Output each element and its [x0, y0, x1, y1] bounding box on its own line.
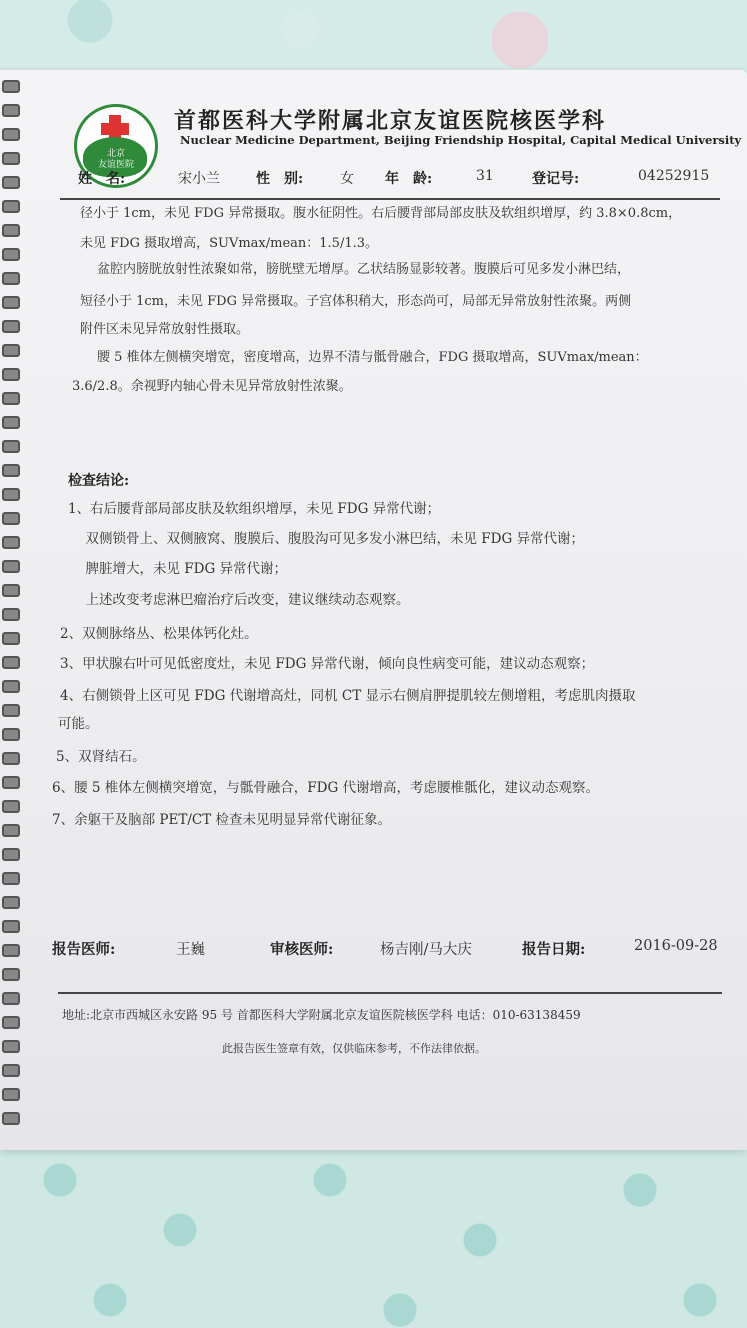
binding-ring — [2, 944, 20, 957]
department-title-en: Nuclear Medicine Department, Beijing Friendship Hospital, Capital Medical University — [180, 133, 742, 147]
conclusion-line: 6、腰 5 椎体左侧横突增宽，与骶骨融合，FDG 代谢增高，考虑腰椎骶化，建议动态观察。 — [52, 780, 600, 796]
reviewer-name: 杨吉刚/马大庆 — [380, 942, 472, 958]
binding-ring — [2, 536, 20, 549]
patient-sex: 女 — [340, 171, 354, 187]
conclusion-line: 可能。 — [58, 716, 99, 732]
binding-ring — [2, 632, 20, 645]
finding-line: 盆腔内膀胱放射性浓聚如常，膀胱壁无增厚。乙状结肠显影较著。腹膜后可见多发小淋巴结， — [84, 262, 631, 277]
binding-ring — [2, 584, 20, 597]
conclusion-heading: 检查结论: — [68, 473, 130, 489]
binding-ring — [2, 968, 20, 981]
reporter-label: 报告医师: — [52, 941, 116, 958]
binding-ring — [2, 1064, 20, 1077]
binding-ring — [2, 776, 20, 789]
binding-ring — [2, 80, 20, 93]
finding-line: 短径小于 1cm，未见 FDG 异常摄取。子宫体积稍大，形态尚可，局部无异常放射性浓聚。两侧 — [80, 294, 632, 309]
binding-ring — [2, 560, 20, 573]
patient-name: 宋小兰 — [178, 171, 220, 187]
finding-line: 腰 5 椎体左侧横突增宽，密度增高，边界不清与骶骨融合，FDG 摄取增高，SUVmax/mean： — [84, 350, 648, 365]
binding-ring — [2, 896, 20, 909]
reviewer-label: 审核医师: — [270, 941, 334, 958]
binding-ring — [2, 1112, 20, 1125]
binding-ring — [2, 128, 20, 141]
binding-ring — [2, 320, 20, 333]
conclusion-line: 5、双肾结石。 — [56, 749, 146, 765]
conclusion-line: 1、右后腰背部局部皮肤及软组织增厚，未见 FDG 异常代谢； — [68, 501, 441, 517]
binding-ring — [2, 272, 20, 285]
conclusion-line: 3、甲状腺右叶可见低密度灶，未见 FDG 异常代谢，倾向良性病变可能，建议动态观察； — [60, 656, 595, 672]
binding-ring — [2, 104, 20, 117]
finding-line: 3.6/2.8。余视野内轴心骨未见异常放射性浓聚。 — [72, 379, 352, 394]
binding-ring — [2, 704, 20, 717]
binding-ring — [2, 368, 20, 381]
binding-ring — [2, 848, 20, 861]
registration-number: 04252915 — [638, 168, 710, 184]
name-label: 姓 名: — [78, 171, 126, 187]
reporter-name: 王巍 — [176, 942, 205, 958]
patient-age: 31 — [476, 168, 494, 184]
conclusion-line: 2、双侧脉络丛、松果体钙化灶。 — [60, 626, 258, 642]
finding-line: 未见 FDG 摄取增高，SUVmax/mean：1.5/1.3。 — [80, 236, 379, 251]
conclusion-line: 7、余躯干及脑部 PET/CT 检查未见明显异常代谢征象。 — [52, 812, 391, 828]
finding-line: 径小于 1cm，未见 FDG 异常摄取。腹水征阴性。右后腰背部局部皮肤及软组织增厚，约 3.8×0.8cm， — [80, 206, 682, 221]
binding-ring — [2, 416, 20, 429]
binding-ring — [2, 224, 20, 237]
logo-text: 北京 友谊医院 — [97, 149, 134, 170]
binding-ring — [2, 1040, 20, 1053]
conclusion-line: 双侧锁骨上、双侧腋窝、腹膜后、腹股沟可见多发小淋巴结，未见 FDG 异常代谢； — [72, 531, 585, 547]
header-divider — [60, 198, 720, 200]
binding-ring — [2, 800, 20, 813]
finding-line: 附件区未见异常放射性摄取。 — [80, 322, 250, 337]
binding-ring — [2, 152, 20, 165]
binding-ring — [2, 1016, 20, 1029]
report-date-label: 报告日期: — [522, 941, 586, 958]
binding-ring — [2, 488, 20, 501]
footer-address: 地址:北京市西城区永安路 95 号 首都医科大学附属北京友谊医院核医学科 电话：010-63138459 — [62, 1008, 581, 1022]
binding-ring — [2, 656, 20, 669]
binding-ring — [2, 992, 20, 1005]
binding-ring — [2, 440, 20, 453]
binding-ring — [2, 464, 20, 477]
conclusion-line: 4、右侧锁骨上区可见 FDG 代谢增高灶，同机 CT 显示右侧肩胛提肌较左侧增粗，考虑肌肉摄取 — [60, 688, 636, 704]
binding-ring — [2, 752, 20, 765]
binding-ring — [2, 680, 20, 693]
binding-ring — [2, 608, 20, 621]
department-title-cn: 首都医科大学附属北京友谊医院核医学科 — [174, 108, 607, 134]
binding-ring — [2, 248, 20, 261]
sex-label: 性 别: — [256, 171, 304, 187]
binding-ring — [2, 728, 20, 741]
binding-ring — [2, 296, 20, 309]
conclusion-line: 上述改变考虑淋巴瘤治疗后改变，建议继续动态观察。 — [72, 592, 410, 608]
binding-ring — [2, 344, 20, 357]
footer-divider — [58, 992, 722, 994]
age-label: 年 龄: — [385, 171, 433, 187]
binding-ring — [2, 1088, 20, 1101]
binding-ring — [2, 920, 20, 933]
background-bottom — [0, 1140, 747, 1328]
binding-ring — [2, 872, 20, 885]
conclusion-line: 脾脏增大，未见 FDG 异常代谢； — [72, 561, 288, 577]
binding-ring — [2, 200, 20, 213]
registration-label: 登记号: — [532, 171, 580, 187]
footer-note: 此报告医生签章有效，仅供临床参考，不作法律依据。 — [222, 1042, 486, 1055]
binding-ring — [2, 392, 20, 405]
spiral-binding — [0, 80, 18, 1140]
binding-ring — [2, 824, 20, 837]
binding-ring — [2, 512, 20, 525]
report-date: 2016-09-28 — [634, 938, 718, 954]
binding-ring — [2, 176, 20, 189]
